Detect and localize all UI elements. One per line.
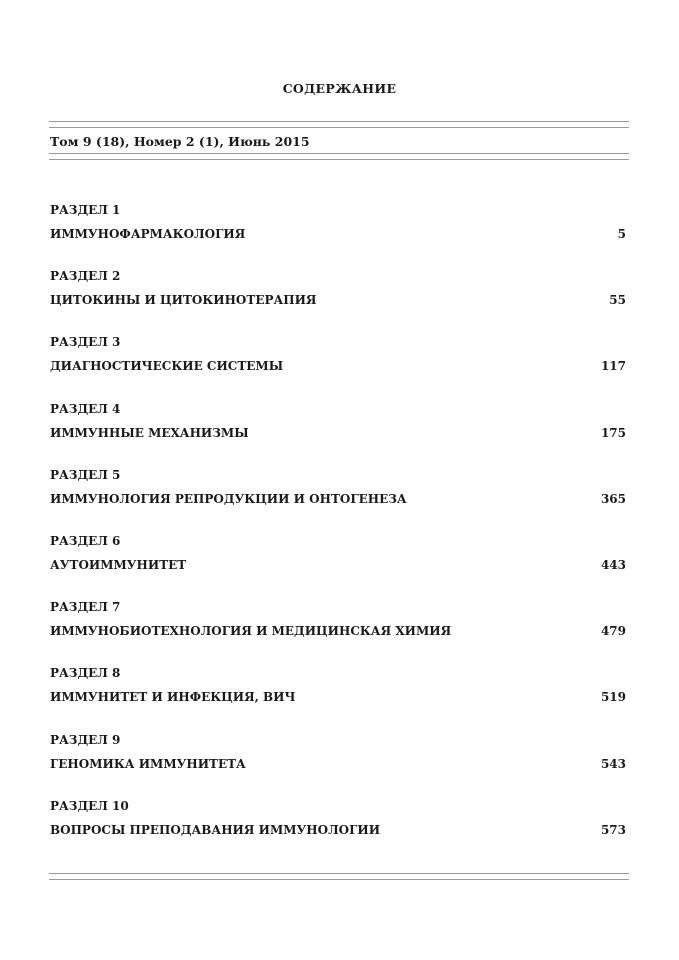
section-name: ГЕНОМИКА ИММУНИТЕТА <box>50 756 246 771</box>
section-label: РАЗДЕЛ 2 <box>50 269 121 284</box>
divider-bottom <box>49 873 629 880</box>
toc-entry[interactable] <box>50 666 626 732</box>
section-page-number: 175 <box>600 425 626 440</box>
section-name: ИММУНОЛОГИЯ РЕПРОДУКЦИИ И ОНТОГЕНЕЗА <box>50 491 407 506</box>
section-page-number: 573 <box>600 822 626 837</box>
section-name: АУТОИММУНИТЕТ <box>50 557 187 572</box>
section-name: ВОПРОСЫ ПРЕПОДАВАНИЯ ИММУНОЛОГИИ <box>50 822 381 837</box>
section-name: ДИАГНОСТИЧЕСКИЕ СИСТЕМЫ <box>50 359 284 374</box>
issue-info: Том 9 (18), Номер 2 (1), Июнь 2015 <box>50 134 310 149</box>
toc-entry[interactable] <box>50 269 626 335</box>
section-name: ИММУНИТЕТ И ИНФЕКЦИЯ, ВИЧ <box>50 690 296 705</box>
divider-under-issue <box>49 153 629 160</box>
section-page-number: 55 <box>609 293 626 308</box>
toc-entry[interactable] <box>50 600 626 666</box>
section-label: РАЗДЕЛ 6 <box>50 533 121 548</box>
page-title: СОДЕРЖАНИЕ <box>282 81 397 96</box>
section-label: РАЗДЕЛ 4 <box>50 401 121 416</box>
toc-entry[interactable] <box>50 203 626 269</box>
section-page-number: 543 <box>600 756 626 771</box>
table-of-contents <box>50 203 626 865</box>
section-label: РАЗДЕЛ 9 <box>50 732 121 747</box>
section-name: ЦИТОКИНЫ И ЦИТОКИНОТЕРАПИЯ <box>50 293 317 308</box>
section-label: РАЗДЕЛ 1 <box>50 203 121 217</box>
section-page-number: 519 <box>600 690 626 705</box>
section-name: ИММУННЫЕ МЕХАНИЗМЫ <box>50 425 249 440</box>
section-page-number: 117 <box>600 359 626 374</box>
toc-entry[interactable] <box>50 733 626 799</box>
section-page-number: 365 <box>600 491 626 506</box>
toc-entry[interactable] <box>50 468 626 534</box>
section-page-number: 443 <box>600 557 626 572</box>
divider-top <box>49 121 629 128</box>
section-page-number: 479 <box>600 624 626 639</box>
section-label: РАЗДЕЛ 7 <box>50 600 121 615</box>
section-name: ИММУНОФАРМАКОЛОГИЯ <box>50 227 246 241</box>
section-label: РАЗДЕЛ 8 <box>50 666 121 681</box>
toc-entry[interactable] <box>50 799 626 865</box>
toc-entry[interactable] <box>50 402 626 468</box>
section-label: РАЗДЕЛ 10 <box>50 798 129 813</box>
section-label: РАЗДЕЛ 5 <box>50 467 121 482</box>
section-page-number: 5 <box>617 227 626 241</box>
toc-entry[interactable] <box>50 335 626 401</box>
section-label: РАЗДЕЛ 3 <box>50 335 121 350</box>
section-name: ИММУНОБИОТЕХНОЛОГИЯ И МЕДИЦИНСКАЯ ХИМИЯ <box>50 624 452 639</box>
toc-entry[interactable] <box>50 534 626 600</box>
